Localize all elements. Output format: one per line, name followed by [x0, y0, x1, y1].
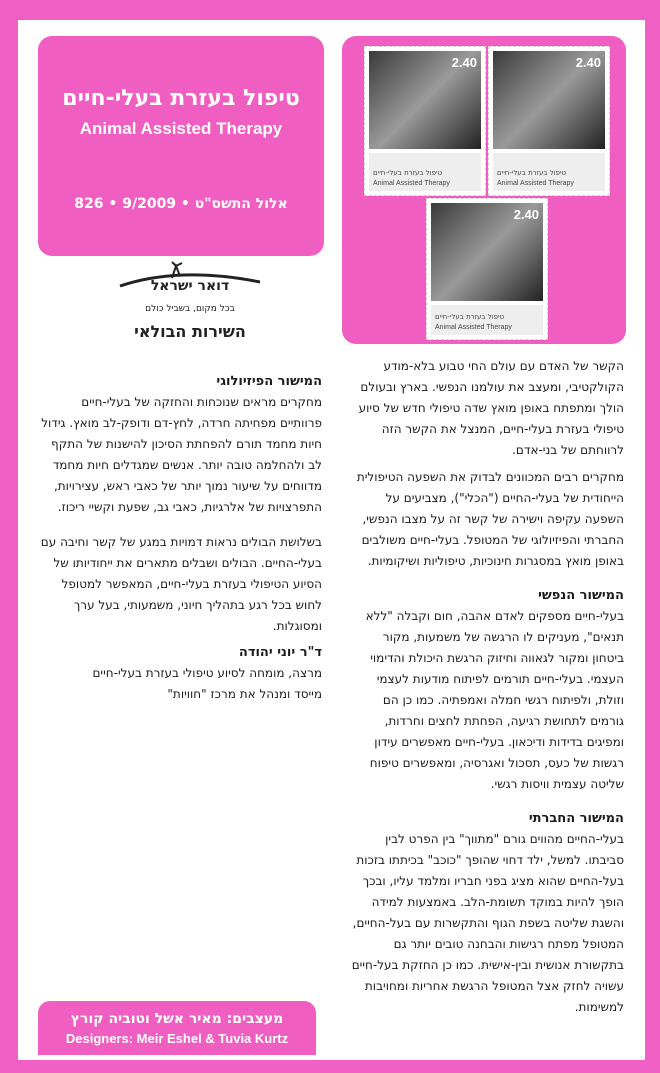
author-role-line-2: מייסד ומנהל את מרכז "חוויות": [167, 687, 322, 701]
mental-heading: המישור הנפשי: [538, 588, 624, 603]
stamps-panel: [342, 36, 626, 344]
pink-border-left: [0, 0, 18, 1073]
designers-english: Designers: Meir Eshel & Tuvia Kurtz: [65, 1031, 289, 1046]
stamp-tab-caption-english: Animal Assisted Therapy: [497, 180, 574, 187]
physiological-paragraph: מחקרים מראים שנוכחות והחזקה של בעלי-חיים פרוותיים מפחיתה חרדה, לחץ-דם ודופק-לב מואץ. גידול חיות מחמד תורם להפחתת הסיכון להישנות של התקף לב ולהחלמה טובה יותר. אנשים שמגדלים חיות מחמד מדווחים על שיעור נמוך יותר של כאבי ראש, עצירויות, התפרצויות של אלרגיות, כאבי גב, שפעת וקשיי ריכוז.: [41, 395, 322, 514]
logo-slogan: בכל מקום, בשביל כולם: [145, 304, 235, 314]
israel-post-logo: [110, 260, 270, 350]
social-heading: המישור החברתי: [528, 811, 624, 826]
intro-paragraph-1: הקשר של האדם עם עולם החי טבוע בלא-מודע הקולקטיבי, ומעצב את עולמנו הנפשי. בארץ ובעולם הולך ומתפתח באופן מואץ שדה טיפולי חדש של סיוע טיפולי בעזרת בעלי-חיים, המנצל את הקשר הזה לרווחתם של בני-אדם.: [358, 359, 624, 457]
stamp-dolphin: [426, 198, 548, 340]
stamp-dog: [488, 46, 610, 196]
stamp-tab-caption-hebrew: טיפול בעזרת בעלי-חיים: [373, 169, 443, 177]
title-hebrew: טיפול בעזרת בעלי-חיים: [62, 86, 300, 111]
author-role-line-1: מרצה, מומחה לסיוע טיפולי בעזרת בעלי-חיים: [92, 666, 322, 680]
designers-hebrew: מעצבים: מאיר אשל וטוביה קורץ: [70, 1011, 284, 1027]
title-english: Animal Assisted Therapy: [79, 119, 283, 138]
mental-paragraph: בעלי-חיים מספקים לאדם אהבה, חום וקבלה "ללא תנאים", מעניקים לו הרגשה של משמעות, מקור ביטחון ומקור לגאווה וחיזוק הרגשת היכולת והדימוי העצמי. בעלי-חיים תורמים לפיתוח מודעות לעצמי וזולת, ולפיתוח רגשי חמלה ואמפתיה. כמו כן הם גורמים לתחושת רגיעה, הפחתת לחצים וחרדות, ומפיגים בדידות ודיכאון. בעלי-חיים מאפשרים עידון רגשות של כעס, תסכול ואגרסיה, ומאפשרים טיפוח שליטה עצמית וויסות רגשי.: [365, 609, 624, 791]
stamp-tab-caption-english: Animal Assisted Therapy: [435, 324, 512, 331]
stamp-tab-caption-english: Animal Assisted Therapy: [373, 180, 450, 187]
stamps-description-paragraph: בשלושת הבולים נראות דמויות במגע של קשר וחיבה עם בעלי-החיים. הבולים ושבלים מתארים את ייחודיותו של הסיוע הטיפולי בעזרת בעלי-חיים, המאפשר למטופל לחוש בכל רגע בתהליך חיוני, משמעותי, בעל ערך ומסוגלות.: [40, 535, 322, 633]
intro-paragraph-2: מחקרים רבים המכוונים לבדוק את השפעה הטיפולית הייחודית של בעלי-החיים ("הכלי"), מצביעים על השפעה עקיפה וישירה של קשר זה על מצבו הנפשי, החברתי והפיזיולוגי של המטופל. בעלי-חיים משולבים באופן מואץ במסגרות חינוכיות, טיפוליות ושיקומיות.: [356, 470, 624, 568]
title-panel: [38, 36, 324, 256]
author-name: ד"ר יוני יהודה: [238, 645, 322, 660]
stamp-horse: [364, 46, 486, 196]
philatelic-service-label: השירות הבולאי: [134, 322, 246, 341]
issue-date-number: אלול התשס"ט • 9/2009 • 826: [74, 196, 288, 212]
logo-name: דואר ישראל: [150, 278, 230, 294]
stamp-value: 2.40: [575, 55, 601, 70]
pink-border-bottom: [0, 1060, 660, 1073]
social-paragraph: בעלי-החיים מהווים גורם "מתווך" בין הפרט לבין סביבתו. למשל, ילד דחוי שהופך "כוכב" בכיתתו בזכות בעל-החיים שהוא מציג בפני חבריו ומלמד עליו, ובכך הופך להיות במוקד תשומת-הלב. באמצעות למידה והשגת שליטה בשפת הגוף והתקשרות עם בעל-החיים, המטופל מפתח רגישות והבחנה טובים יותר גם בתקשורת אנושית ובין-אישית. כמו כן החזקת בעל-חיים עשויה לחזק אצל המטופל הרגשת אחריות ומחויבות למשימות.: [351, 832, 624, 1014]
stamp-value: 2.40: [513, 207, 539, 222]
stamp-value: 2.40: [451, 55, 477, 70]
right-text-column: [348, 356, 624, 1018]
physiological-heading: המישור הפיזיולוגי: [216, 374, 322, 389]
stamp-tab-caption-hebrew: טיפול בעזרת בעלי-חיים: [497, 169, 567, 177]
left-text-column: [36, 356, 322, 705]
designers-panel: [38, 1001, 316, 1055]
stamp-tab-caption-hebrew: טיפול בעזרת בעלי-חיים: [435, 313, 505, 321]
pink-border-top: [0, 0, 660, 20]
pink-border-right: [645, 0, 660, 1073]
